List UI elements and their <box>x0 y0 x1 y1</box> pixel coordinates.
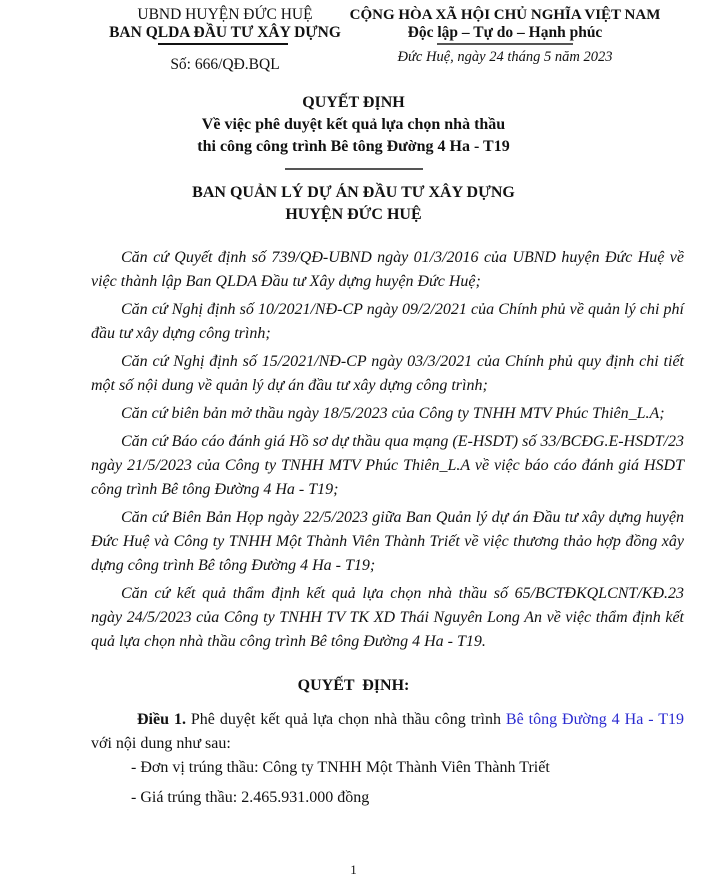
decision-heading: QUYẾT ĐỊNH: <box>297 677 410 694</box>
basis-paragraph: Căn cứ Nghị định số 15/2021/NĐ-CP ngày 03/3/2021 của Chính phủ quy định chi tiết một số nội dung về quản lý dự án đầu tư xây dựng công trình; <box>91 353 684 394</box>
basis-paragraph: Căn cứ biên bản mở thầu ngày 18/5/2023 của Công ty TNHH MTV Phúc Thiên_L.A; <box>121 405 665 422</box>
article-text-after: với nội dung như sau: <box>91 735 231 752</box>
project-link[interactable]: Bê tông Đường 4 Ha - T19 <box>505 711 685 728</box>
article-label: Điều 1. <box>137 711 186 728</box>
article-1 <box>91 708 684 756</box>
page-number: 1 <box>350 862 357 877</box>
country-name: CỘNG HÒA XÃ HỘI CHỦ NGHĨA VIỆT NAM <box>349 7 661 23</box>
document-title-block <box>0 92 707 226</box>
agency-block <box>0 182 707 226</box>
national-motto: Độc lập – Tự do – Hạnh phúc <box>407 24 603 41</box>
document-number: Số: 666/QĐ.BQL <box>170 55 280 73</box>
article-text: Phê duyệt kết quả lựa chọn nhà thầu công trình <box>185 711 506 728</box>
basis-paragraph: Căn cứ kết quả thẩm định kết quả lựa chọn nhà thầu số 65/BCTĐKQLCNT/KĐ.23 ngày 24/5/2023 của Công ty TNHH TV TK XD Thái Nguyên Long An về việc thẩm định kết quả lựa chọn nhà thầu công trình Bê tông Đường 4 Ha - T19. <box>91 585 684 650</box>
subject-line-2: thi công công trình Bê tông Đường 4 Ha - T19 <box>197 138 510 155</box>
place-date: Đức Huệ, ngày 24 tháng 5 năm 2023 <box>397 48 613 65</box>
basis-paragraph: Căn cứ Quyết định số 739/QĐ-UBND ngày 01/3/2016 của UBND huyện Đức Huệ về việc thành lập Ban QLDA Đầu tư Xây dựng huyện Đức Huệ; <box>91 249 684 290</box>
document-title: QUYẾT ĐỊNH <box>302 94 405 111</box>
subject-line-1: Về việc phê duyệt kết quả lựa chọn nhà thầu <box>201 116 506 133</box>
basis-paragraph: Căn cứ Biên Bản Họp ngày 22/5/2023 giữa Ban Quản lý dự án Đầu tư xây dựng huyện Đức Huệ và Công ty TNHH Một Thành Viên Thành Triết về việc thương thảo hợp đồng xây dựng công trình Bê tông Đường 4 Ha - T19; <box>91 509 684 574</box>
agency-line-1: BAN QUẢN LÝ DỰ ÁN ĐẦU TƯ XÂY DỰNG <box>192 183 515 201</box>
issuer-parent: UBND HUYỆN ĐỨC HUỆ <box>137 6 313 23</box>
basis-paragraph: Căn cứ Báo cáo đánh giá Hồ sơ dự thầu qua mạng (E-HSDT) số 33/BCĐG.E-HSDT/23 ngày 21/5/2023 của Công ty TNHH MTV Phúc Thiên_L.A về việc báo cáo đánh giá HSDT công trình Bê tông Đường 4 Ha - T19; <box>91 433 684 498</box>
issuer-header <box>95 6 355 74</box>
winning-bidder: - Đơn vị trúng thầu: Công ty TNHH Một Thành Viên Thành Triết <box>131 759 550 776</box>
title-divider <box>285 168 423 170</box>
winning-price: - Giá trúng thầu: 2.465.931.000 đồng <box>131 789 370 806</box>
legal-bases <box>91 246 684 654</box>
agency-line-2: HUYỆN ĐỨC HUỆ <box>285 205 422 223</box>
issuer-name: BAN QLDA ĐẦU TƯ XÂY DỰNG <box>109 24 341 41</box>
national-header <box>345 6 665 66</box>
issuer-underline <box>158 43 288 45</box>
motto-underline <box>437 43 573 45</box>
basis-paragraph: Căn cứ Nghị định số 10/2021/NĐ-CP ngày 09/2/2021 của Chính phủ về quản lý chi phí đầu tư xây dựng công trình; <box>91 301 684 342</box>
